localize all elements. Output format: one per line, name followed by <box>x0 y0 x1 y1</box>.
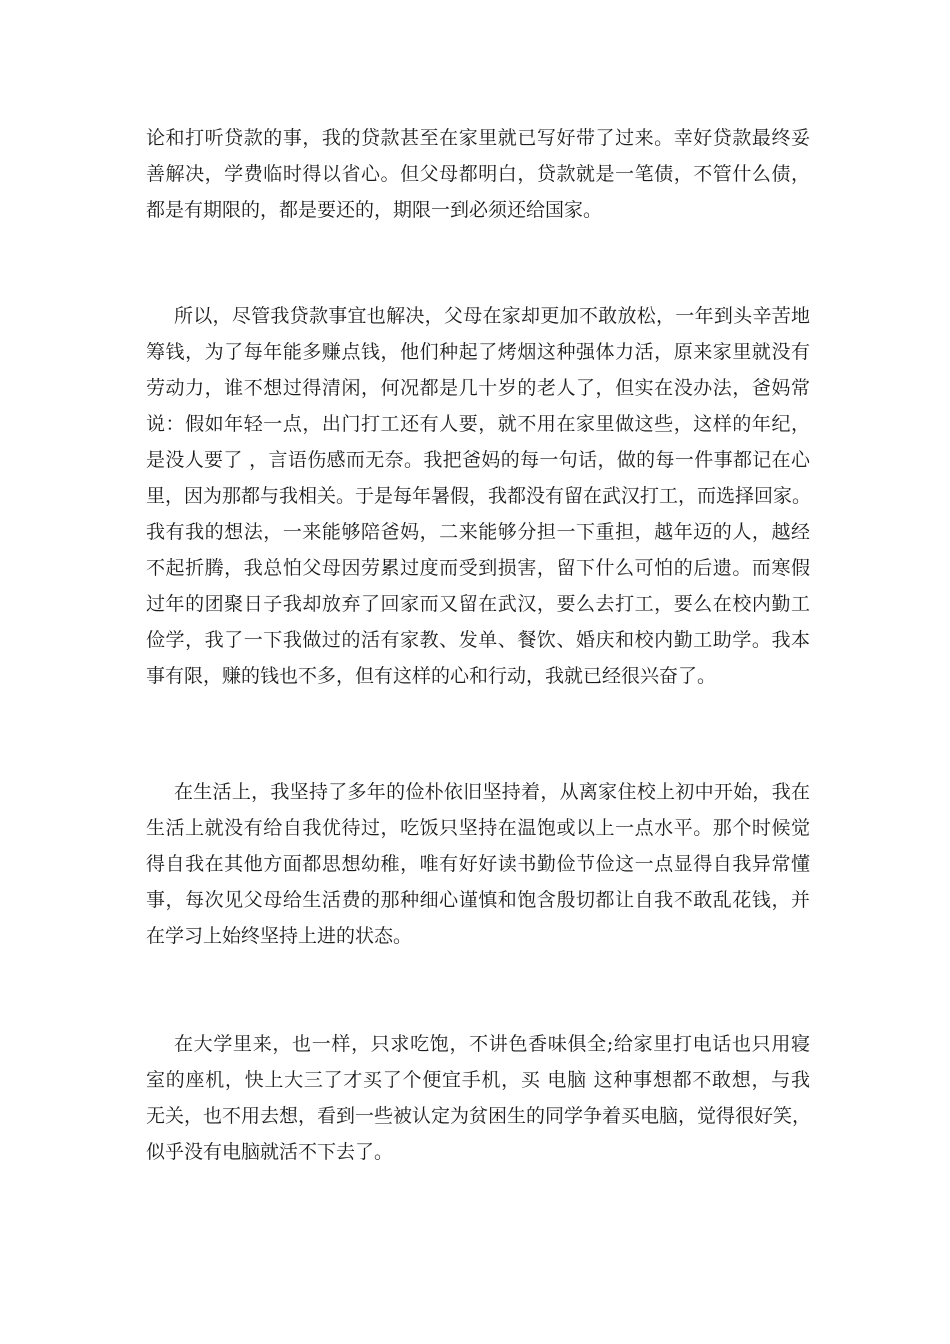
paragraph-2-line-4: 说：假如年轻一点，出门打工还有人要，就不用在家里做这些，这样的年纪， <box>146 413 810 435</box>
paragraph-2-line-11: 事有限，赚的钱也不多，但有这样的心和行动，我就已经很兴奋了。 <box>146 665 717 687</box>
paragraph-2-line-5: 是没人要了 ，言语伤感而无奈。我把爸妈的每一句话，做的每一件事都记在心 <box>146 449 810 471</box>
paragraph-4-line-1: 在大学里来，也一样，只求吃饱，不讲色香味俱全;给家里打电话也只用寝 <box>174 1033 810 1055</box>
paragraph-2-line-8: 不起折腾，我总怕父母因劳累过度而受到损害，留下什么可怕的后遗。而寒假 <box>146 557 810 579</box>
paragraph-1-line-3: 都是有期限的，都是要还的，期限一到必须还给国家。 <box>146 199 603 221</box>
paragraph-1-line-1: 论和打听贷款的事，我的贷款甚至在家里就已写好带了过来。幸好贷款最终妥 <box>146 127 810 149</box>
paragraph-4-line-4: 似乎没有电脑就活不下去了。 <box>146 1141 394 1163</box>
paragraph-2-line-1: 所以，尽管我贷款事宜也解决，父母在家却更加不敢放松，一年到头辛苦地 <box>174 305 810 327</box>
paragraph-3-line-2: 生活上就没有给自我优待过，吃饭只坚持在温饱或以上一点水平。那个时候觉 <box>146 817 810 839</box>
paragraph-3-line-3: 得自我在其他方面都思想幼稚，唯有好好读书勤俭节俭这一点显得自我异常懂 <box>146 853 810 875</box>
paragraph-2-line-3: 劳动力，谁不想过得清闲，何况都是几十岁的老人了，但实在没办法，爸妈常 <box>146 377 810 399</box>
paragraph-1-line-2: 善解决，学费临时得以省心。但父母都明白，贷款就是一笔债，不管什么债， <box>146 163 810 185</box>
paragraph-2-line-2: 筹钱，为了每年能多赚点钱，他们种起了烤烟这种强体力活，原来家里就没有 <box>146 341 810 363</box>
paragraph-2-line-6: 里，因为那都与我相关。于是每年暑假，我都没有留在武汉打工，而选择回家。 <box>146 485 812 507</box>
paragraph-4-line-3: 无关，也不用去想，看到一些被认定为贫困生的同学争着买电脑，觉得很好笑， <box>146 1105 812 1127</box>
paragraph-2-line-9: 过年的团聚日子我却放弃了回家而又留在武汉，要么去打工，要么在校内勤工 <box>146 593 810 615</box>
paragraph-3-line-5: 在学习上始终坚持上进的状态。 <box>146 925 413 947</box>
paragraph-4-line-2: 室的座机，快上大三了才买了个便宜手机，买 电脑 这种事想都不敢想，与我 <box>146 1069 810 1091</box>
paragraph-3-line-1: 在生活上，我坚持了多年的俭朴依旧坚持着，从离家住校上初中开始，我在 <box>174 781 810 803</box>
paragraph-3-line-4: 事，每次见父母给生活费的那种细心谨慎和饱含殷切都让自我不敢乱花钱，并 <box>146 889 810 911</box>
paragraph-2-line-7: 我有我的想法，一来能够陪爸妈，二来能够分担一下重担，越年迈的人，越经 <box>146 521 810 543</box>
paragraph-2-line-10: 俭学，我了一下我做过的活有家教、发单、餐饮、婚庆和校内勤工助学。我本 <box>146 629 810 651</box>
